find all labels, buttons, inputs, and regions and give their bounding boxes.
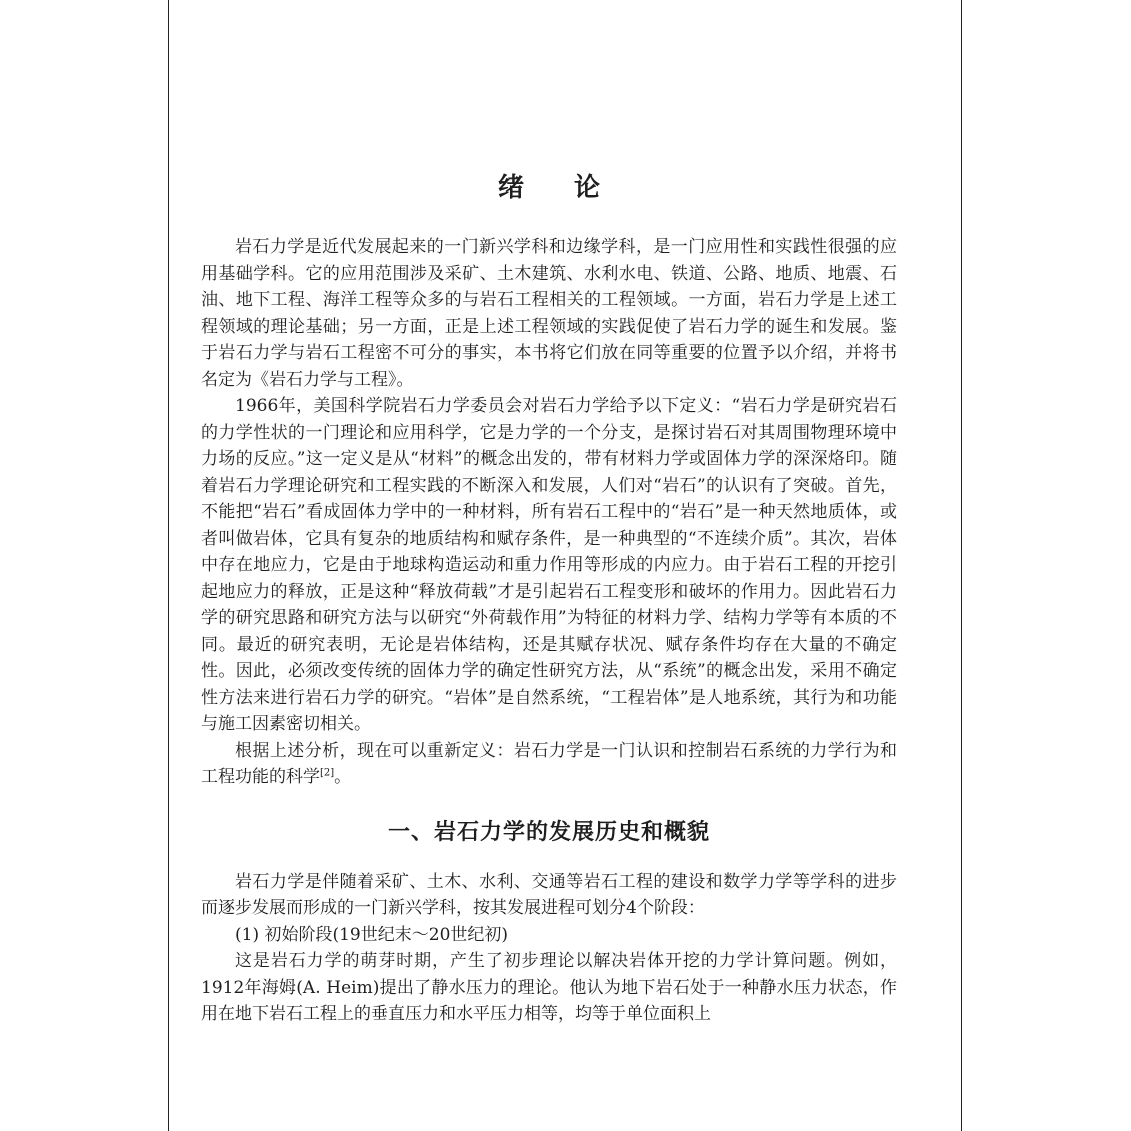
section-paragraph: 岩石力学是伴随着采矿、土木、水利、交通等岩石工程的建设和数学力学等学科的进步而逐步发展而形成的一门新兴学科，按其发展进程可划分4个阶段：	[201, 871, 897, 918]
intro-paragraph-1: 岩石力学是近代发展起来的一门新兴学科和边缘学科，是一门应用性和实践性很强的应用基础学科。它的应用范围涉及采矿、土木建筑、水利水电、铁道、公路、地质、地震、石油、地下工程、海洋工程等众多的与岩石工程相关的工程领域。一方面，岩石力学是上述工程领域的理论基础；另一方面，正是上述工程领域的实践促使了岩石力学的诞生和发展。鉴于岩石力学与岩石工程密不可分的事实，本书将它们放在同等重要的位置予以介绍，并将书名定为《岩石力学与工程》。	[201, 237, 897, 390]
page-content	[201, 168, 897, 1028]
section-title: 一、岩石力学的发展历史和概貌	[387, 818, 710, 845]
book-page	[168, 0, 962, 1131]
definition-paragraph	[201, 738, 897, 791]
chapter-title: 绪论	[497, 173, 650, 203]
stage-item: (1) 初始阶段(19世纪末～20世纪初)	[235, 924, 509, 945]
definition-text: 根据上述分析，现在可以重新定义：岩石力学是一门认识和控制岩石系统的力学行为和工程功能的科学	[201, 740, 897, 787]
intro-paragraph-2: 1966年，美国科学院岩石力学委员会对岩石力学给予以下定义：“岩石力学是研究岩石的力学性状的一门理论和应用科学，它是力学的一个分支，是探讨岩石对其周围物理环境中力场的反应。”这一定义是从“材料”的概念出发的，带有材料力学或固体力学的深深烙印。随着岩石力学理论研究和工程实践的不断深入和发展，人们对“岩石”的认识有了突破。首先，不能把“岩石”看成固体力学中的一种材料，所有岩石工程中的“岩石”是一种天然地质体，或者叫做岩体，它具有复杂的地质结构和赋存条件，是一种典型的“不连续介质”。其次，岩体中存在地应力，它是由于地球构造运动和重力作用等形成的内应力。由于岩石工程的开挖引起地应力的释放，正是这种“释放荷载”才是引起岩石工程变形和破坏的作用力。因此岩石力学的研究思路和研究方法与以研究“外荷载作用”为特征的材料力学、结构力学等有本质的不同。最近的研究表明，无论是岩体结构，还是其赋存状况、赋存条件均存在大量的不确定性。因此，必须改变传统的固体力学的确定性研究方法，从“系统”的概念出发，采用不确定性方法来进行岩石力学的研究。“岩体”是自然系统，“工程岩体”是人地系统，其行为和功能与施工因素密切相关。	[201, 396, 897, 734]
stage-paragraph: 这是岩石力学的萌芽时期，产生了初步理论以解决岩体开挖的力学计算问题。例如，1912年海姆(A. Heim)提出了静水压力的理论。他认为地下岩石处于一种静水压力状态，作用在地下岩石工程上的垂直压力和水平压力相等，均等于单位面积上	[201, 951, 897, 1024]
citation-mark: [2]	[320, 767, 335, 779]
definition-end: 。	[334, 767, 352, 787]
